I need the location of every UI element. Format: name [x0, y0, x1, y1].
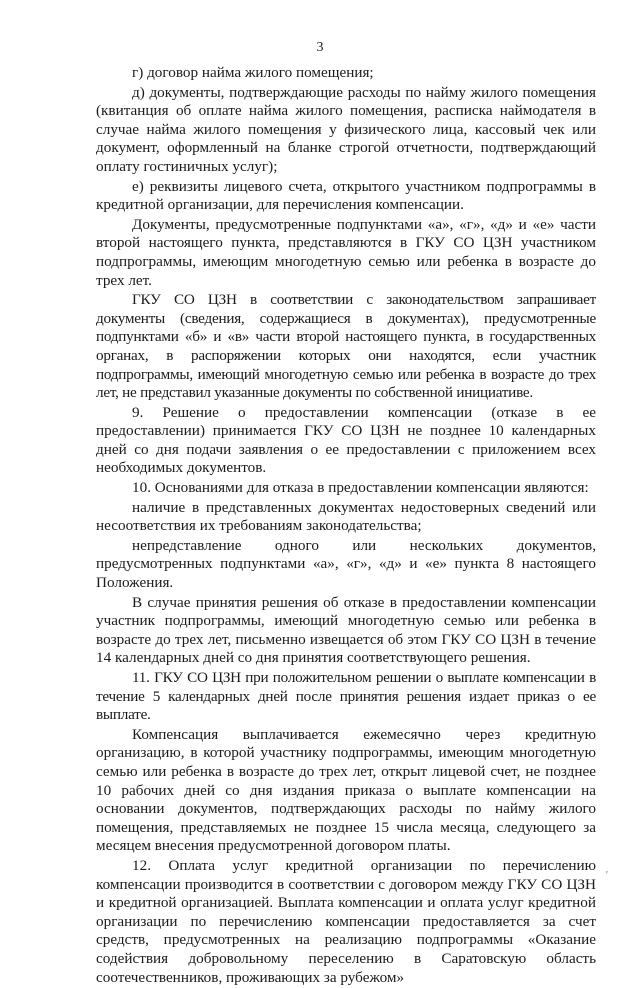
- paragraph-refusal-notice: В случае принятия решения об отказе в предоставлении компенсации участник подпрограммы, имеющий многодетную семью или ребенка в возрасте до трех лет, письменно извещается об этом ГКУ СО ЦЗН в течение 14 календарных дней со дня принятия соответствующего решения.: [96, 593, 596, 667]
- paragraph-clause-10: 10. Основаниями для отказа в предоставлении компенсации являются:: [132, 479, 589, 497]
- paragraph-refusal-ground-1: наличие в представленных документах недостоверных сведений или несоответствия их требованиям законодательства;: [96, 498, 596, 535]
- paragraph-documents-request: ГКУ СО ЦЗН в соответствии с законодательством запрашивает документы (сведения, содержащиеся в документах), предусмотренные подпунктами «б» и «в» части второй настоящего пункта, в государственных органах, в распоряжении которых они находятся, если участник подпрограммы, имеющий многодетную семью или ребенка в возрасте до трех лет, не представил указанные документы по собственной инициативе.: [96, 291, 596, 402]
- paragraph-item-e: е) реквизиты лицевого счета, открытого участником подпрограммы в кредитной организации, для перечисления компенсации.: [96, 177, 596, 214]
- paragraph-documents-submission: Документы, предусмотренные подпунктами «а», «г», «д» и «е» части второй настоящего пункта, представляются в ГКУ СО ЦЗН участником подпрограммы, имеющим многодетную семью или ребенка в возрасте до трех лет.: [96, 215, 596, 289]
- paragraph-payment-terms: Компенсация выплачивается ежемесячно через кредитную организацию, в которой участнику подпрограммы, имеющим многодетную семью или ребенка в возрасте до трех лет, открыт лицевой счет, не позднее 10 рабочих дней со дня издания приказа о выплате компенсации на основании документов, подтверждающих расходы по найму жилого помещения, представляемых не позднее 15 числа месяца, следующего за месяцем внесения предусмотренной договором платы.: [96, 725, 596, 855]
- paragraph-item-g: г) договор найма жилого помещения;: [132, 64, 374, 81]
- page-number: 3: [316, 40, 324, 55]
- paragraph-refusal-ground-2: непредставление одного или нескольких документов, предусмотренных подпунктами «а», «г», «д» и «е» пункта 8 настоящего Положения.: [96, 536, 596, 592]
- document-body: [96, 64, 596, 988]
- paragraph-clause-11: 11. ГКУ СО ЦЗН при положительном решении о выплате компенсации в течение 5 календарных дней после принятия решения издает приказ о ее выплате.: [96, 669, 596, 724]
- paragraph-item-d: д) документы, подтверждающие расходы по найму жилого помещения (квитанция об оплате найма жилого помещения, расписка наймодателя в случае найма жилого помещения у физического лица, кассовый чек или документ, оформленный на бланке строгой отчетности, подтверждающий оплату гостиничных услуг);: [96, 83, 596, 175]
- scan-mark: ': [606, 870, 608, 881]
- paragraph-clause-9: 9. Решение о предоставлении компенсации (отказе в ее предоставлении) принимается ГКУ СО ЦЗН не позднее 10 календарных дней со дня подачи заявления о ее предоставлении с приложением всех необходимых документов.: [96, 403, 596, 477]
- paragraph-clause-12: 12. Оплата услуг кредитной организации по перечислению компенсации производится в соответствии с договором между ГКУ СО ЦЗН и кредитной организацией. Выплата компенсации и оплата услуг кредитной организации по перечислению компенсации предоставляется за счет средств, предусмотренных на реализацию подпрограммы «Оказание содействия добровольному переселению в Саратовскую область соотечественников, проживающих за рубежом»: [96, 856, 596, 986]
